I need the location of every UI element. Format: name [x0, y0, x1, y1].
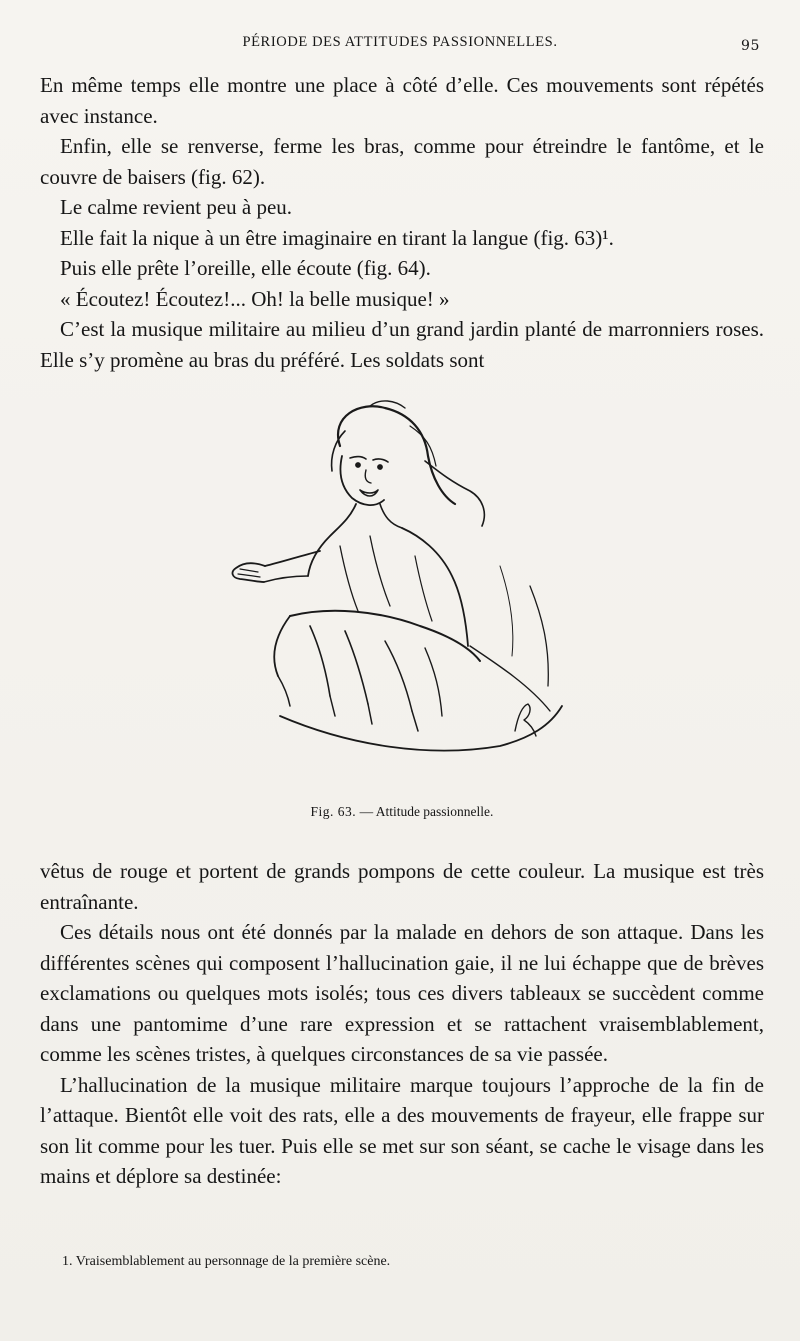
- paragraph: C’est la musique militaire au milieu d’un grand jardin planté de marronniers roses. Elle s’y promène au bras du préféré. Les soldats sont: [40, 317, 764, 372]
- sketch-seated-woman: [170, 386, 610, 786]
- paragraph: « Écoutez! Écoutez!... Oh! la belle musique! »: [60, 286, 450, 311]
- figure-label: Fig. 63.: [310, 804, 357, 819]
- paragraph: vêtus de rouge et portent de grands pompons de cette couleur. La musique est très entraînante.: [40, 859, 764, 914]
- page-number: 95: [740, 38, 760, 54]
- paragraph: L’hallucination de la musique militaire marque toujours l’approche de la fin de l’attaque. Bientôt elle voit des rats, elle a des mouvements de frayeur, elle frappe sur son lit comme pour les tuer. Puis elle se met sur son séant, se cache le visage dans les mains et déplore sa destinée:: [40, 1072, 764, 1188]
- paragraph: Ces détails nous ont été donnés par la malade en dehors de son attaque. Dans les différentes scènes qui composent l’hallucination gaie, il ne lui échappe que de brèves exclamations ou quelques mots isolés; tous ces divers tableaux se succèdent comme dans une pantomime d’une rare expression et se rattachent vraisemblablement, comme les scènes tristes, à quelques circonstances de sa vie passée.: [40, 920, 764, 1066]
- figure-caption: [40, 804, 764, 820]
- figure-illustration: [170, 386, 610, 786]
- text-block-bottom: [40, 856, 764, 1192]
- paragraph: Enfin, elle se renverse, ferme les bras, comme pour étreindre le fantôme, et le couvre de baisers (fig. 62).: [40, 134, 764, 189]
- running-head-title: PÉRIODE DES ATTITUDES PASSIONNELLES.: [242, 34, 558, 50]
- paragraph: Puis elle prête l’oreille, elle écoute (fig. 64).: [60, 256, 431, 280]
- paragraph: Elle fait la nique à un être imaginaire en tirant la langue (fig. 63)¹.: [60, 225, 614, 250]
- figure-caption-text: — Attitude passionnelle.: [359, 804, 494, 819]
- paragraph: En même temps elle montre une place à côté d’elle. Ces mouvements sont répétés avec instance.: [40, 73, 764, 128]
- footnote: 1. Vraisemblablement au personnage de la première scène.: [62, 1254, 391, 1269]
- paragraph: Le calme revient peu à peu.: [60, 195, 293, 219]
- text-block-top: [40, 70, 764, 375]
- running-head: [40, 30, 760, 58]
